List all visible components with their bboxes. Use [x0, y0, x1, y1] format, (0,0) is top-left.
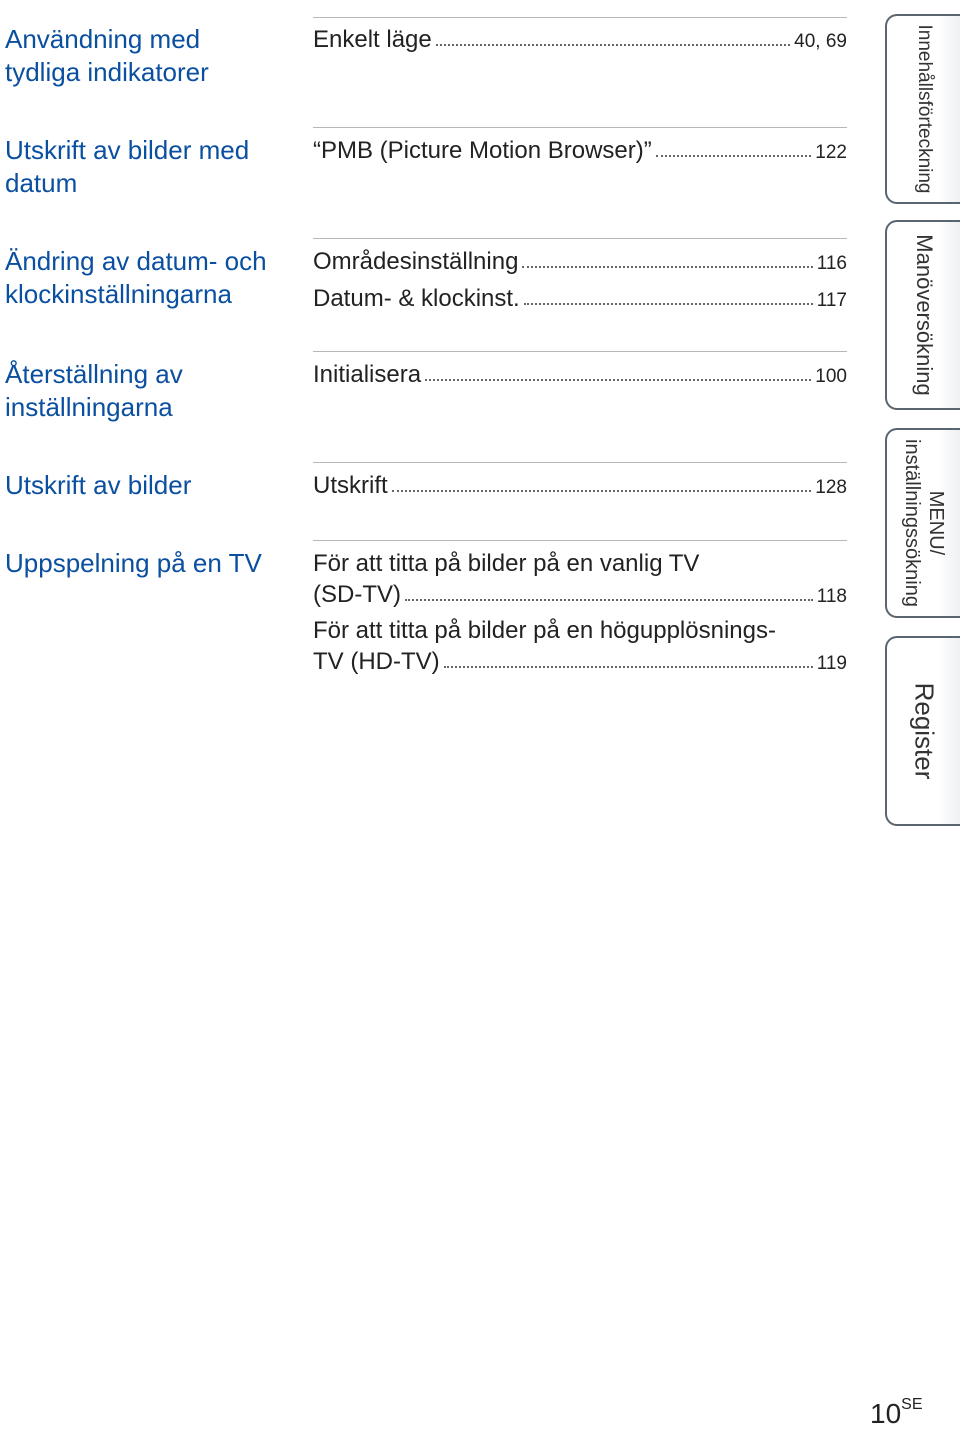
topic-line: Användning med: [5, 24, 201, 54]
ref-label: Områdesinställning: [313, 248, 519, 275]
topic-line: tydliga indikatorer: [5, 57, 209, 87]
topic-indicators: [5, 23, 295, 89]
page-ref: 100: [815, 366, 847, 387]
divider: [313, 17, 847, 18]
ref-label: (SD-TV): [313, 581, 401, 608]
topic-change-date: [5, 245, 295, 311]
ref-label: “PMB (Picture Motion Browser)”: [313, 137, 652, 164]
page-ref: 118: [816, 586, 847, 607]
ref-datum-klockinst[interactable]: [313, 282, 847, 315]
topic-line: datum: [5, 168, 78, 198]
dot-leader: [444, 666, 813, 668]
topic-line: Utskrift av bilder: [5, 470, 192, 500]
page-ref: 122: [815, 142, 847, 163]
tab-index[interactable]: [885, 636, 960, 826]
tab-contents[interactable]: [885, 14, 960, 204]
page-number-suffix: SE: [901, 1395, 923, 1413]
page-ref: 119: [816, 653, 847, 674]
dot-leader: [392, 490, 812, 492]
page-ref: 40, 69: [794, 31, 847, 52]
ref-sdtv-line1: För att titta på bilder på en vanlig TV: [313, 550, 700, 577]
ref-utskrift[interactable]: [313, 469, 847, 502]
topic-line: Återställning av: [5, 359, 183, 389]
dot-leader: [405, 599, 813, 601]
topic-print-date: [5, 134, 295, 200]
divider: [313, 351, 847, 352]
divider: [313, 462, 847, 463]
divider: [313, 238, 847, 239]
divider: [313, 540, 847, 541]
topic-line: inställningarna: [5, 392, 173, 422]
page-ref: 128: [815, 477, 847, 498]
tab-label-line: MENU/: [924, 490, 947, 556]
page-number: [870, 1395, 923, 1430]
tab-menu-settings-search[interactable]: [885, 428, 960, 618]
dot-leader: [656, 155, 812, 157]
tab-label: [900, 439, 948, 607]
divider: [313, 127, 847, 128]
tab-operation-search[interactable]: [885, 220, 960, 410]
ref-label: TV (HD-TV): [313, 648, 440, 675]
topic-line: Utskrift av bilder med: [5, 135, 250, 165]
ref-pmb[interactable]: [313, 134, 847, 167]
ref-label: Enkelt läge: [313, 26, 432, 53]
topic-print-images: [5, 469, 295, 502]
page-ref: 117: [816, 290, 847, 311]
topic-line: klockinställningarna: [5, 279, 232, 309]
topic-line: Ändring av datum- och: [5, 246, 267, 276]
ref-enkelt-lage[interactable]: [313, 23, 847, 56]
page-ref: 116: [816, 253, 847, 274]
topic-reset: [5, 358, 295, 424]
ref-omradesinstallning[interactable]: [313, 245, 847, 278]
tab-label: Manöversökning: [911, 234, 937, 396]
ref-label: Utskrift: [313, 472, 388, 499]
dot-leader: [425, 379, 811, 381]
tab-label: Register: [909, 682, 939, 780]
tab-label-line: inställningssökning: [900, 439, 923, 607]
tab-label: Innehållsförteckning: [913, 24, 935, 194]
ref-sdtv[interactable]: [313, 578, 847, 611]
ref-hdtv-line1: För att titta på bilder på en högupplösnings-: [313, 617, 776, 644]
ref-label: Datum- & klockinst.: [313, 285, 520, 312]
dot-leader: [522, 266, 812, 268]
page-number-value: 10: [870, 1398, 902, 1429]
ref-label: Initialisera: [313, 361, 422, 388]
topic-line: Uppspelning på en TV: [5, 548, 262, 578]
ref-initialisera[interactable]: [313, 358, 847, 391]
dot-leader: [436, 44, 790, 46]
topic-tv-playback: [5, 547, 295, 580]
dot-leader: [524, 303, 813, 305]
ref-hdtv[interactable]: [313, 645, 847, 678]
